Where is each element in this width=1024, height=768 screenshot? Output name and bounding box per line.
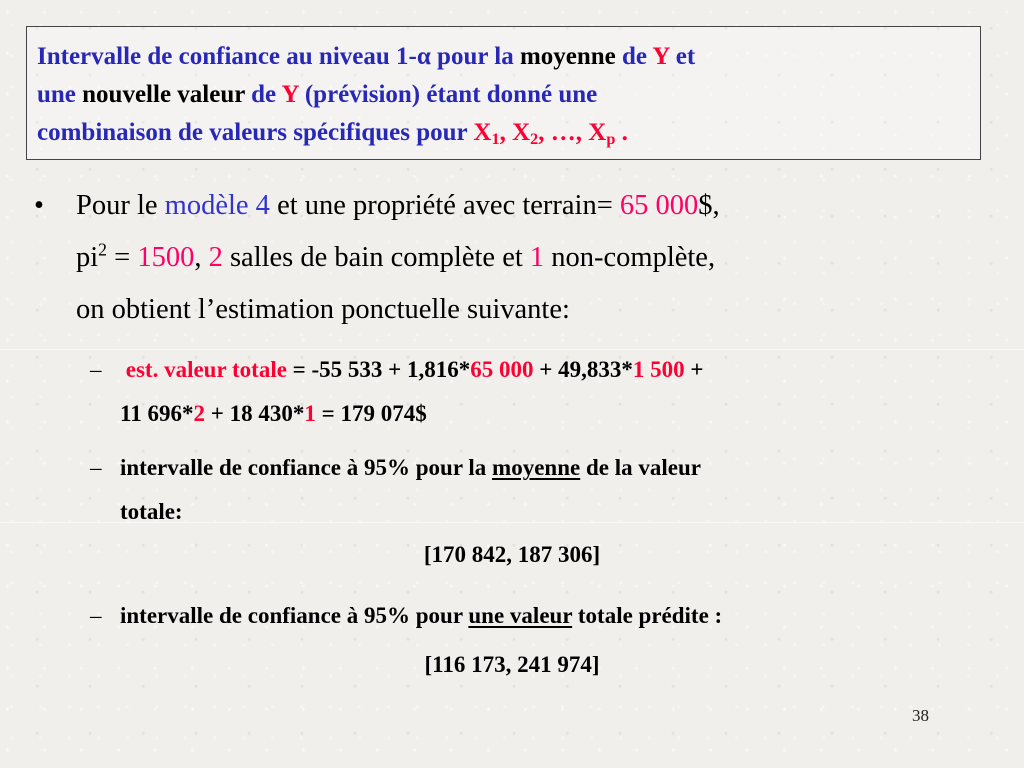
alpha-symbol: α [416,43,431,70]
ci-mean-interval: [170 842, 187 306] [423,542,601,567]
page-number: 38 [912,706,929,725]
dash-marker: – [90,603,102,628]
sub-bullet-list-2 [90,594,1020,638]
estimate-label: est. valeur totale [125,357,287,382]
title-line-3: combinaison de valeurs spécifiques pour $X_1$, $X_2$, …, $X_p$ . [37,119,628,149]
dash-marker: – [90,455,102,480]
bullet-dot: • [34,190,44,221]
ci-pred-item: – intervalle de confiance à 95% pour une valeur totale prédite : [90,594,1020,638]
sub-bullet-list [90,348,1020,534]
ci-pred-interval: [116 173, 241 974] [424,652,600,677]
dash-marker: – [90,357,102,382]
title-line-1: Intervalle de confiance au niveau 1-α pour la moyenne de Y et [37,43,696,70]
title-line-2: une nouvelle valeur de Y (prévision) étant donné une [37,81,598,108]
main-bullet [34,180,994,336]
ci-mean-item: – intervalle de confiance à 95% pour la moyenne de la valeur totale: [90,446,1020,534]
bullet-text: Pour le modèle 4 et une propriété avec terrain= 65 000$, $pi^2 = 1500$, 2 salles de bain complète et 1 non-complète, on obtient l’estimation ponctuelle suivante: [76,190,720,325]
estimate-item: – est. valeur totale = -55 533 + 1,816*65 000 + 49,833*1 500 + 11 696*2 + 18 430*1 = 179 074$ [90,348,1020,436]
slide-title [26,26,981,160]
